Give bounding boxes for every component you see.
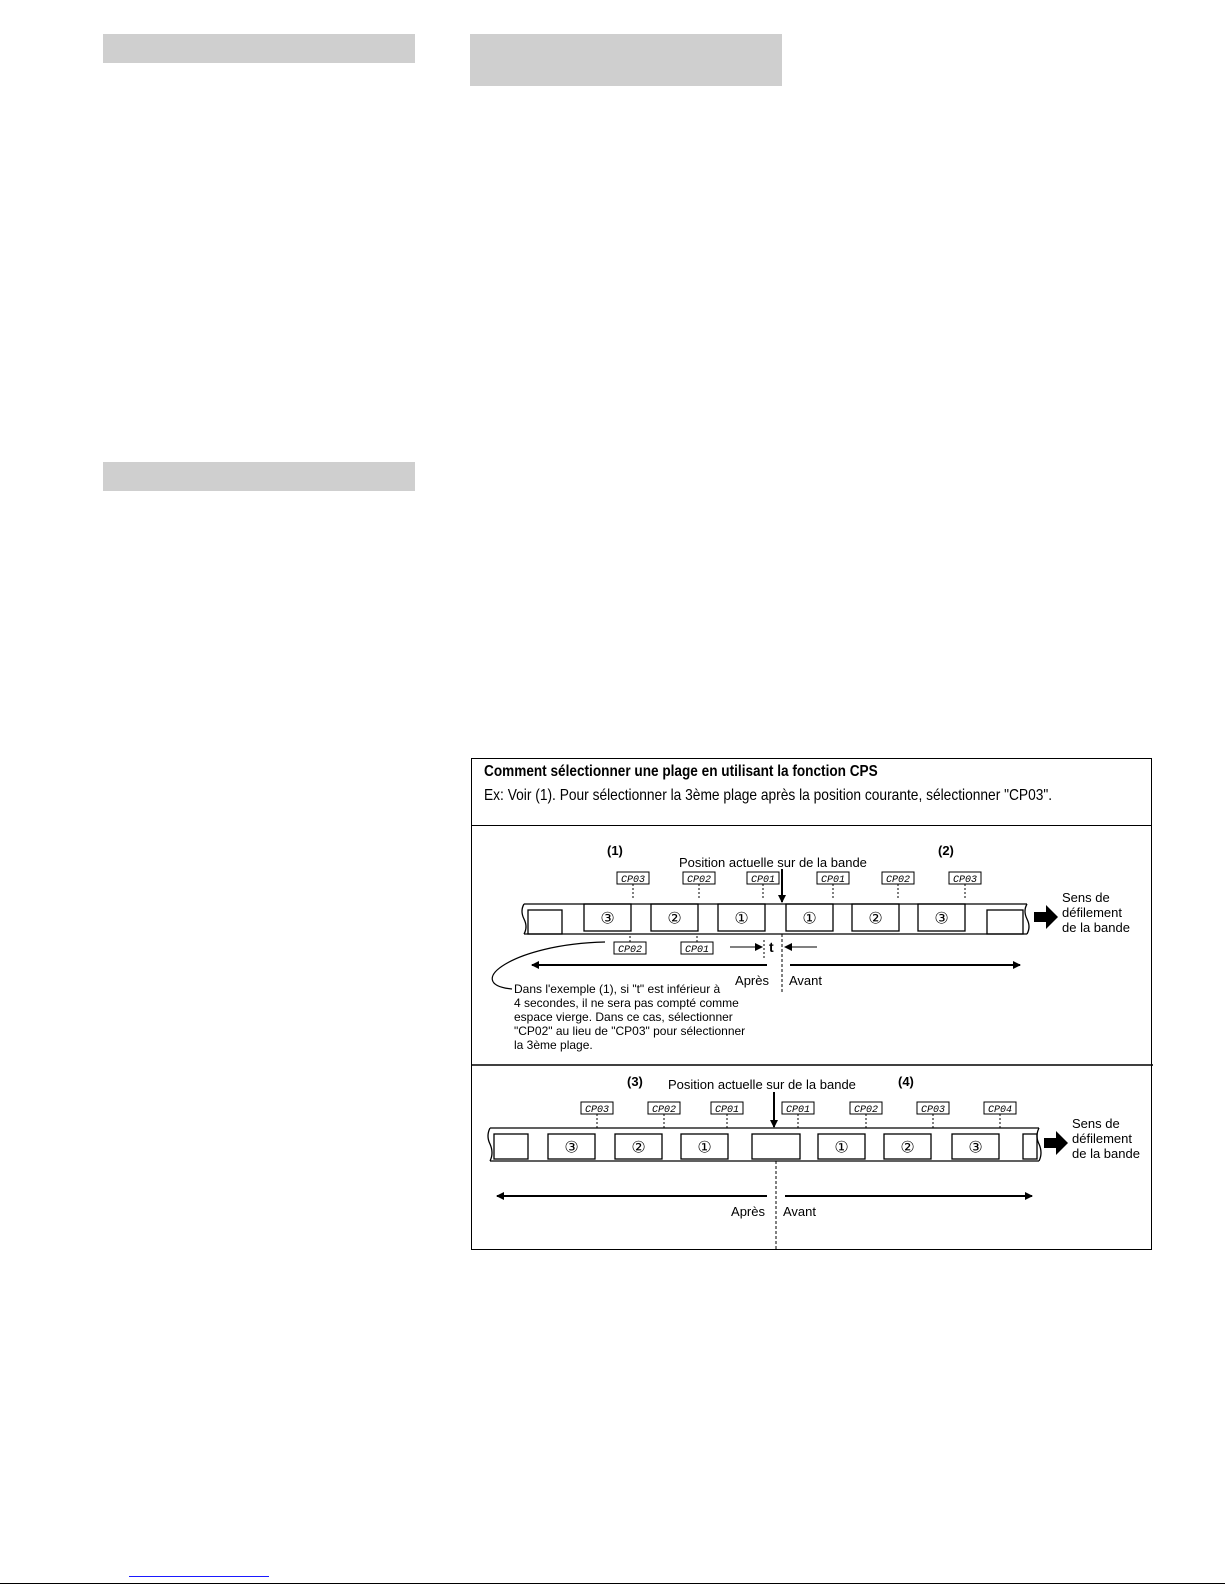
label-3: (3) [627, 1074, 643, 1089]
p1-track-number: ② [868, 910, 883, 928]
tape-break-left-2 [488, 1128, 492, 1161]
p2-top-cp-display: CP01 [785, 1105, 811, 1116]
p2-top-cp-display: CP02 [651, 1105, 677, 1116]
tape-break-right-1 [1025, 904, 1029, 934]
p2-top-cp-display: CP01 [714, 1105, 740, 1116]
diagram-title: Comment sélectionner une plage en utilisant la fonction CPS [484, 763, 878, 780]
p1-top-cp-display: CP02 [686, 875, 712, 886]
position-label-1: Position actuelle sur de la bande [679, 855, 867, 870]
p1-bottom-cp-display: CP01 [684, 945, 710, 956]
blank-block-right-1 [987, 910, 1023, 934]
p2-track-number: ② [631, 1139, 646, 1157]
direction-label-2c: de la bande [1072, 1146, 1140, 1161]
note-line-5: la 3ème plage. [514, 1038, 593, 1052]
p2-track-number: ① [834, 1139, 849, 1157]
note-line-4: "CP02" au lieu de "CP03" pour sélectionner [514, 1024, 746, 1038]
direction-arrow-1 [1034, 905, 1058, 929]
avant-label-2: Avant [783, 1204, 817, 1219]
direction-label-1a: Sens de [1062, 890, 1110, 905]
position-label-2: Position actuelle sur de la bande [668, 1077, 856, 1092]
p2-top-cp-display: CP02 [853, 1105, 879, 1116]
p1-track-number: ① [802, 910, 817, 928]
section-header-bar-1 [103, 34, 415, 63]
note-line-1: Dans l'exemple (1), si "t" est inférieur à [514, 982, 721, 996]
p2-top-cp-display: CP03 [920, 1105, 946, 1116]
blank-block-left-2 [494, 1134, 528, 1159]
note-line-2: 4 secondes, il ne sera pas compté comme [514, 996, 739, 1010]
section-header-bar-2 [470, 34, 782, 86]
direction-label-2b: défilement [1072, 1131, 1132, 1146]
p2-track-number: ③ [564, 1139, 579, 1157]
p2-top-cp-display: CP03 [584, 1105, 610, 1116]
tape-break-left-1 [522, 904, 526, 934]
direction-label-2a: Sens de [1072, 1116, 1120, 1131]
p1-top-cp-display: CP02 [885, 875, 911, 886]
label-2: (2) [938, 843, 954, 858]
blank-block-left-1 [528, 910, 562, 934]
blank-block-center-2 [752, 1134, 800, 1159]
p1-bottom-cp-display: CP02 [617, 945, 643, 956]
p2-track-number: ① [697, 1139, 712, 1157]
p1-track-number: ③ [934, 910, 949, 928]
p1-top-cp-display: CP03 [620, 875, 646, 886]
p1-track-number: ① [734, 910, 749, 928]
p1-track-number: ③ [600, 910, 615, 928]
apres-label-2: Après [731, 1204, 765, 1219]
footer-rule [0, 1583, 1225, 1584]
label-1: (1) [607, 843, 623, 858]
t-label: t [769, 939, 774, 955]
blank-block-right-2 [1023, 1134, 1037, 1159]
apres-label-1: Après [735, 973, 769, 988]
p2-top-cp-display: CP04 [987, 1105, 1013, 1116]
p1-top-cp-display: CP03 [952, 875, 978, 886]
diagram-example: Ex: Voir (1). Pour sélectionner la 3ème plage après la position courante, sélectionner "CP03". [484, 787, 1053, 804]
direction-arrow-2 [1044, 1131, 1068, 1155]
avant-label-1: Avant [789, 973, 823, 988]
direction-label-1c: de la bande [1062, 920, 1130, 935]
p1-top-cp-display: CP01 [820, 875, 846, 886]
note-line-3: espace vierge. Dans ce cas, sélectionner [514, 1010, 733, 1024]
cps-diagram-box [471, 758, 1152, 1250]
direction-label-1b: défilement [1062, 905, 1122, 920]
p1-top-cp-display: CP01 [750, 875, 776, 886]
label-4: (4) [898, 1074, 914, 1089]
p1-track-number: ② [667, 910, 682, 928]
p2-track-number: ② [900, 1139, 915, 1157]
p2-track-number: ③ [968, 1139, 983, 1157]
footer-link-underline [129, 1576, 269, 1577]
section-header-bar-3 [103, 462, 415, 491]
cps-figure [472, 759, 1153, 1251]
